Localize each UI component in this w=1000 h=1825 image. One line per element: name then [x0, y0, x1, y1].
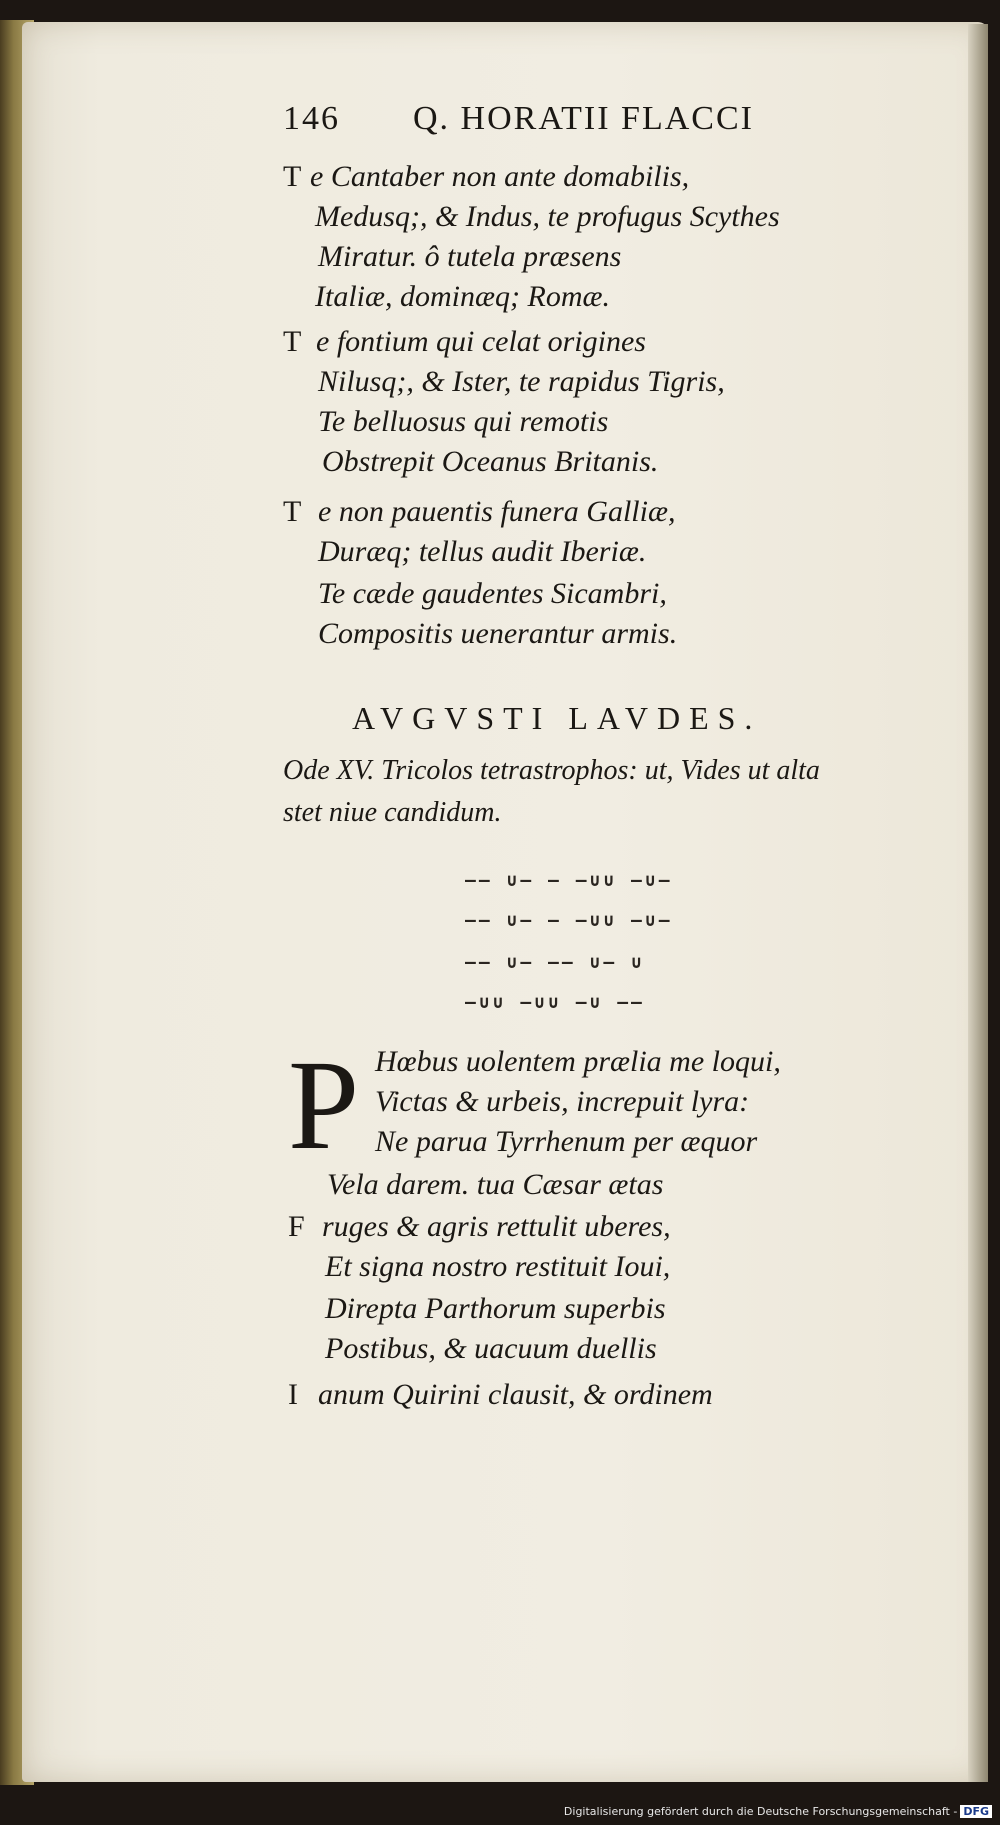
verse-line: Nilusq;, & Ister, te rapidus Tigris, — [318, 365, 725, 398]
ode-subtitle-line-1: Ode XV. Tricolos tetrastrophos: ut, Vides ut alta — [283, 755, 820, 786]
initial-capital: I — [288, 1378, 298, 1411]
verse-line: Direpta Parthorum superbis — [325, 1292, 666, 1325]
meter-line: –∪∪ –∪∪ –∪ –– — [465, 992, 645, 1013]
ode-title: AVGVSTI LAVDES. — [352, 700, 762, 736]
verse-line: ruges & agris rettulit uberes, — [322, 1210, 671, 1243]
initial-capital: F — [288, 1210, 305, 1243]
verse-line: e Cantaber non ante domabilis, — [310, 160, 690, 193]
verse-line: Duræq; tellus audit Iberiæ. — [318, 535, 647, 568]
verse-line: Te belluosus qui remotis — [318, 405, 609, 438]
verse-line: Te cæde gaudentes Sicambri, — [318, 577, 667, 610]
page-number: 146 — [283, 100, 340, 137]
verse-line: Obstrepit Oceanus Britanis. — [322, 445, 659, 478]
verse-line: Victas & urbeis, increpuit lyra: — [375, 1085, 750, 1118]
verse-line: Et signa nostro restituit Ioui, — [325, 1250, 671, 1283]
ode-subtitle-line-2: stet niue candidum. — [283, 797, 502, 828]
running-title: Q. HORATII FLACCI — [413, 100, 754, 137]
verse-line: e non pauentis funera Galliæ, — [318, 495, 676, 528]
meter-line: –– ∪– – –∪∪ –∪– — [465, 870, 673, 891]
verse-line: Italiæ, dominæq; Romæ. — [315, 280, 611, 313]
initial-capital: T — [283, 325, 302, 358]
verse-line: Miratur. ô tutela præsens — [318, 240, 622, 273]
verse-line: Ne parua Tyrrhenum per æquor — [375, 1125, 758, 1158]
drop-capital: P — [288, 1034, 360, 1176]
verse-line: Medusq;, & Indus, te profugus Scythes — [315, 200, 780, 233]
verse-line: anum Quirini clausit, & ordinem — [318, 1378, 713, 1411]
verse-line: Postibus, & uacuum duellis — [325, 1332, 657, 1365]
dfg-logo: DFG — [960, 1805, 992, 1818]
verse-line: Compositis uenerantur armis. — [318, 617, 678, 650]
meter-line: –– ∪– –– ∪– ∪ — [465, 952, 645, 973]
initial-capital: T — [283, 495, 302, 528]
verse-line: Vela darem. tua Cæsar ætas — [327, 1168, 664, 1201]
initial-capital: T — [283, 160, 302, 193]
verse-line: e fontium qui celat origines — [316, 325, 646, 358]
page-header — [283, 100, 903, 138]
meter-line: –– ∪– – –∪∪ –∪– — [465, 910, 673, 931]
digitization-credit — [564, 1805, 992, 1818]
credit-text: Digitalisierung gefördert durch die Deutsche Forschungsgemeinschaft - — [563, 1805, 958, 1818]
verse-line: Hœbus uolentem prælia me loqui, — [375, 1045, 781, 1078]
